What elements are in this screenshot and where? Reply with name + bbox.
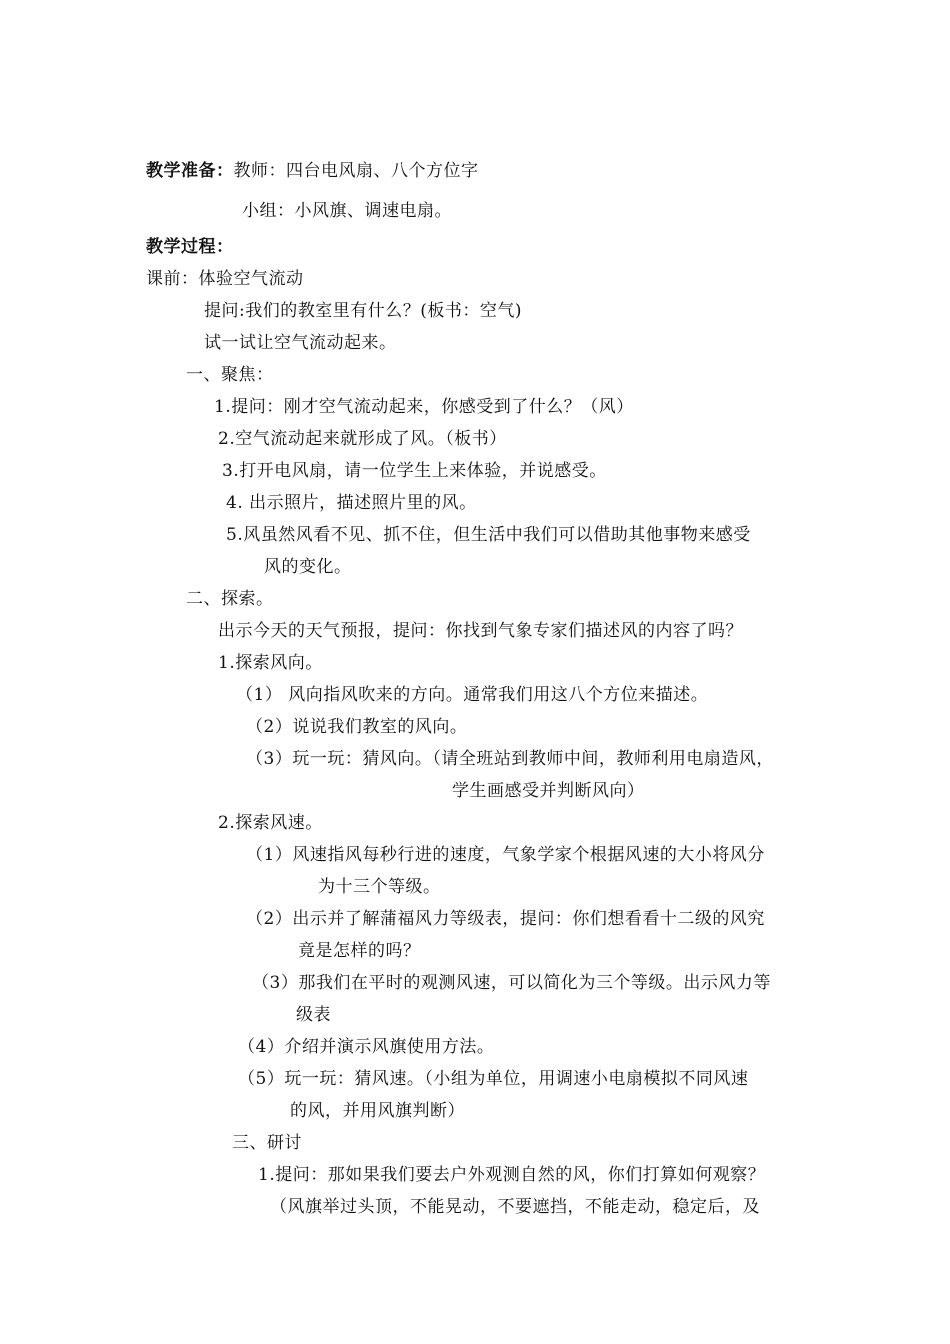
wind-direction-item: （3）玩一玩：猜风向。（请全班站到教师中间，教师利用电扇造风， (246, 749, 774, 769)
wind-speed-item-continued: 级表 (296, 1005, 331, 1025)
pre-class-question: 提问:我们的教室里有什么？(板书：空气) (204, 301, 522, 321)
wind-speed-item: （4）介绍并演示风旗使用方法。 (238, 1037, 495, 1057)
discuss-heading: 三、研讨 (232, 1133, 302, 1153)
focus-item: 3.打开电风扇，请一位学生上来体验，并说感受。 (222, 461, 607, 481)
explore-intro: 出示今天的天气预报，提问：你找到气象专家们描述风的内容了吗？ (218, 621, 743, 641)
wind-speed-item: （1）风速指风每秒行进的速度，气象学家个根据风速的大小将风分 (246, 845, 765, 865)
wind-speed-title: 2.探索风速。 (218, 813, 323, 833)
wind-speed-item: （3）那我们在平时的观测风速，可以简化为三个等级。出示风力等 (252, 973, 771, 993)
wind-speed-item: （2）出示并了解蒲福风力等级表，提问：你们想看看十二级的风究 (246, 909, 765, 929)
explore-heading: 二、探索。 (186, 589, 274, 609)
discuss-item: 1.提问：那如果我们要去户外观测自然的风，你们打算如何观察？ (258, 1165, 766, 1185)
focus-heading: 一、聚焦： (186, 365, 274, 385)
focus-item: 5.风虽然风看不见、抓不住，但生活中我们可以借助其他事物来感受 (226, 525, 751, 545)
focus-item: 1.提问：刚才空气流动起来，你感受到了什么？（风） (214, 397, 634, 417)
wind-speed-item-continued: 竟是怎样的吗？ (298, 941, 421, 961)
wind-direction-item-continued: 学生画感受并判断风向） (452, 781, 645, 801)
prep-teacher: 教师：四台电风扇、八个方位字 (233, 161, 479, 181)
wind-direction-item: （1） 风向指风吹来的方向。通常我们用这八个方位来描述。 (236, 685, 709, 705)
wind-speed-item-continued: 为十三个等级。 (318, 877, 441, 897)
wind-direction-item: （2）说说我们教室的风向。 (246, 717, 468, 737)
pre-class-activity: 试一试让空气流动起来。 (204, 333, 397, 353)
prep-group: 小组：小风旗、调速电扇。 (242, 201, 452, 221)
wind-speed-item: （5）玩一玩：猜风速。（小组为单位，用调速小电扇模拟不同风速 (238, 1069, 749, 1089)
wind-speed-item-continued: 的风，并用风旗判断） (290, 1101, 465, 1121)
discuss-item: （风旗举过头顶，不能晃动，不要遮挡，不能走动，稳定后，及 (270, 1197, 760, 1217)
prep-line (146, 160, 479, 182)
wind-direction-title: 1.探索风向。 (218, 653, 323, 673)
focus-item: 2.空气流动起来就形成了风。（板书） (218, 429, 507, 449)
process-heading: 教学过程： (146, 237, 234, 257)
focus-item-continued: 风的变化。 (264, 557, 352, 577)
pre-class-title: 课前：体验空气流动 (146, 269, 304, 289)
prep-label: 教学准备： (146, 161, 234, 181)
focus-item: 4. 出示照片，描述照片里的风。 (226, 493, 477, 513)
